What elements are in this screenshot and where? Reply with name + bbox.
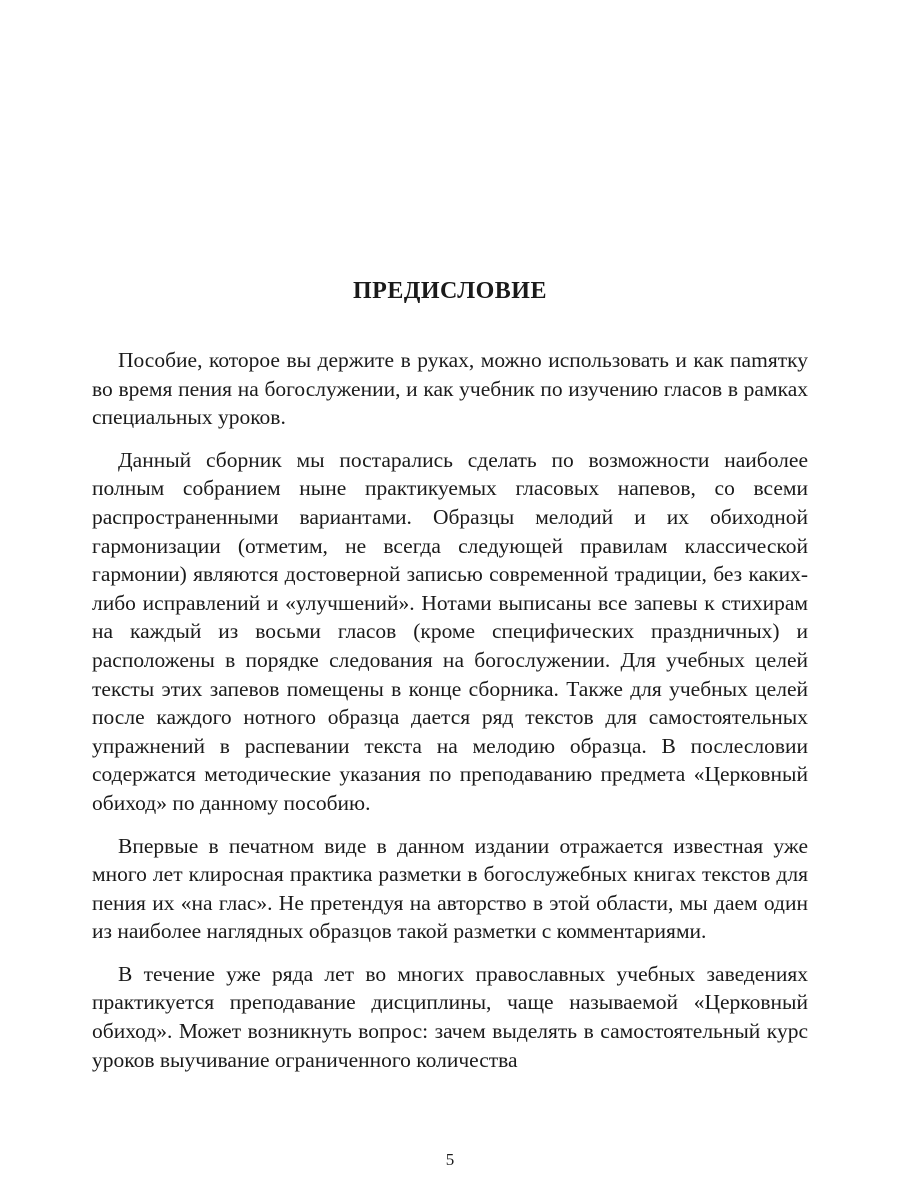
page-number: 5 [445,1150,455,1169]
paragraph: Данный сборник мы постарались сделать по возможности наиболее полным собранием ныне практикуемых гласовых напевов, со всеми распространенными вариантами. Образцы мелодий и их обиходной гармонизации (отметим, не всегда следующей правилам классической гармонии) являются достоверной записью современной традиции, без каких-либо исправлений и «улучшений». Нотами выписаны все запевы к стихирам на каждый из восьми гласов (кроме специфических праздничных) и расположены в порядке следования на богослужении. Для учебных целей тексты этих запевов помещены в конце сборника. Также для учебных целей после каждого нотного образца дается ряд текстов для самостоятельных упражнений в распевании текста на мелодию образца. В послесловии содержатся методические указания по преподаванию предмета «Церковный обиход» по данному пособию. [92,447,808,815]
paragraph: В течение уже ряда лет во многих православных учебных заведениях практикуется преподавание дисциплины, чаще называемой «Церковный обиход». Может возникнуть вопрос: зачем выделять в самостоятельный курс уроков выучивание ограниченного количества [92,961,808,1072]
document-page [92,0,808,1200]
paragraph: Пособие, которое вы держите в руках, можно использовать и как паmятку во время пения на богослужении, и как учебник по изучению гласов в рамках специальных уроков. [92,348,808,430]
paragraph: Впервые в печатном виде в данном издании отражается известная уже много лет клиросная практика разметки в богослужебных книгах текстов для пения их «на глас». Не претендуя на авторство в этой области, мы даем один из наиболее наглядных образцов такой разметки с комментариями. [92,833,808,944]
preface-body [92,346,808,1088]
page-title: ПРЕДИСЛОВИЕ [353,278,547,304]
